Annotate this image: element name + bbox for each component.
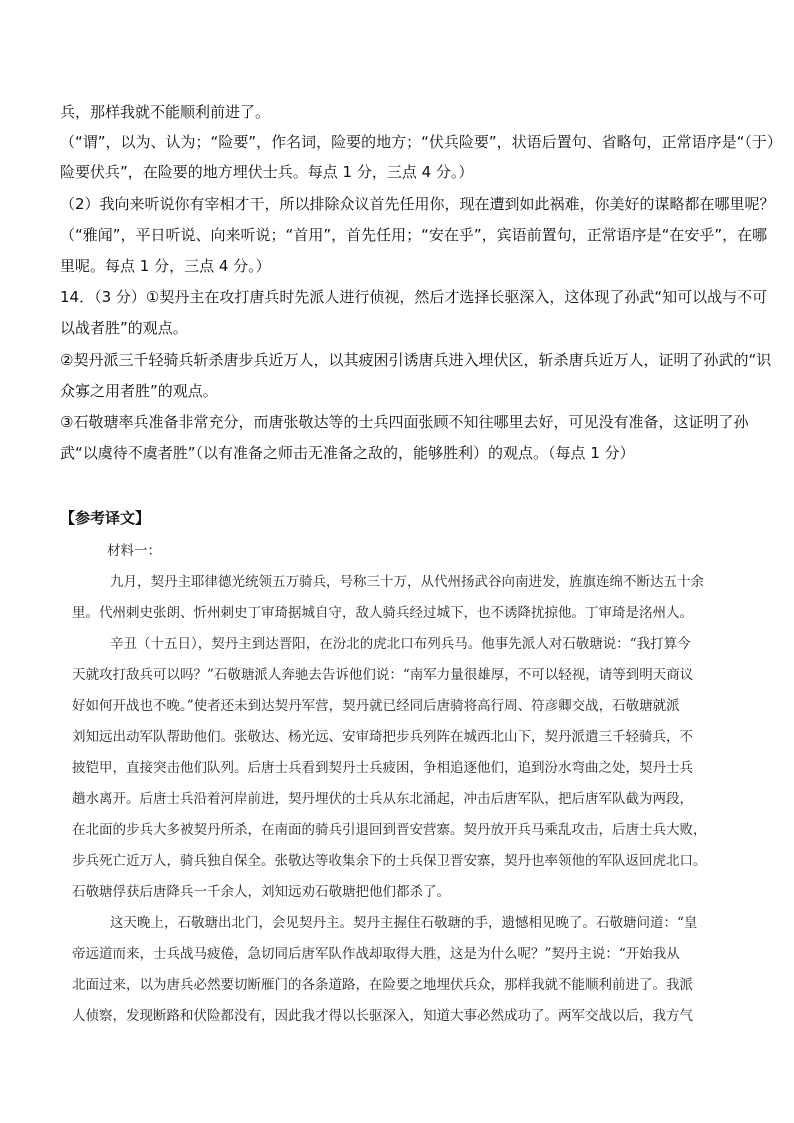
translation-line: 天就攻打敌兵可以吗？”石敬瑭派人奔驰去告诉他们说：“南军力量很雄厚，不可以轻视，请等到明天商议 bbox=[72, 667, 694, 683]
answer-line: 里呢。每点 1 分，三点 4 分。） bbox=[60, 257, 271, 275]
answer-line: 武“以虞待不虞者胜”（以有准备之师击无准备之敌的，能够胜利）的观点。（每点 1 分） bbox=[60, 444, 635, 462]
answer-line: 兵，那样我就不能顺利前进了。 bbox=[60, 103, 271, 121]
translation-line: 趟水离开。后唐士兵沿着河岸前进，契丹埋伏的士兵从东北涌起，冲击后唐军队，把后唐军队截为两段， bbox=[72, 791, 693, 807]
translation-line: 材料一： bbox=[107, 543, 161, 559]
translation-line: 在北面的步兵大多被契丹所杀，在南面的骑兵引退回到晋安营寨。契丹放开兵马乘乱攻击，后唐士兵大败， bbox=[72, 822, 707, 838]
translation-line: 这天晚上，石敬瑭出北门，会见契丹主。契丹主握住石敬瑭的手，遗憾相见晚了。石敬瑭问道：“皇 bbox=[110, 915, 698, 931]
translation-line: 人侦察，发现断路和伏险都没有，因此我才得以长驱深入，知道大事必然成功了。两军交战以后，我方气 bbox=[72, 1008, 693, 1024]
answer-line: （2）我向来听说你有宰相才干，所以排除众议首先任用你，现在遭到如此祸难，你美好的谋略都在哪里呢？ bbox=[60, 195, 775, 213]
translation-line: 刘知远出动军队帮助他们。张敬达、杨光远、安审琦把步兵列阵在城西北山下，契丹派遣三千轻骑兵，不 bbox=[72, 729, 693, 745]
answer-line: ③石敬瑭率兵准备非常充分，而唐张敬达等的士兵四面张顾不知往哪里去好，可见没有准备，这证明了孙 bbox=[60, 413, 749, 431]
translation-line: 里。代州刺史张朗、忻州刺史丁审琦据城自守，敌人骑兵经过城下，也不诱降扰掠他。丁审琦是洺州人。 bbox=[72, 605, 693, 621]
translation-line: 石敬瑭俘获后唐降兵一千余人，刘知远劝石敬瑭把他们都杀了。 bbox=[72, 884, 450, 900]
translation-line: 辛丑（十五日），契丹主到达晋阳，在汾北的虎北口布列兵马。他事先派人对石敬瑭说：“我打算今 bbox=[110, 636, 691, 652]
translation-line: 步兵死亡近万人，骑兵独自保全。张敬达等收集余下的士兵保卫晋安寨，契丹也率领他的军队返回虎北口。 bbox=[72, 853, 707, 869]
answer-line: 以战者胜”的观点。 bbox=[60, 319, 188, 337]
translation-line: 好如何开战也不晚。”使者还未到达契丹军营，契丹就已经同后唐骑将高行周、符彦卿交战，石敬瑭就派 bbox=[72, 698, 680, 714]
answer-line: （“谓”，以为、认为；“险要”，作名词，险要的地方；“伏兵险要”，状语后置句、省略句，正常语序是“（于） bbox=[60, 133, 782, 151]
translation-line: 披铠甲，直接突击他们队列。后唐士兵看到契丹士兵疲困，争相追逐他们，追到汾水弯曲之处，契丹士兵 bbox=[72, 760, 693, 776]
translation-line: 帝远道而来，士兵战马疲倦，急切同后唐军队作战却取得大胜，这是为什么呢？”契丹主说：“开始我从 bbox=[72, 946, 680, 962]
translation-line: 九月，契丹主耶律德光统领五万骑兵，号称三十万，从代州扬武谷向南进发，旌旗连绵不断达五十余 bbox=[110, 574, 704, 590]
reference-translation-heading: 【参考译文】 bbox=[60, 509, 151, 527]
answer-line: 14．（3 分）①契丹主在攻打唐兵时先派人进行侦视，然后才选择长驱深入，这体现了孙武“知可以战与不可 bbox=[60, 288, 768, 306]
answer-line: 众寡之用者胜”的观点。 bbox=[60, 382, 218, 400]
answer-line: 险要伏兵”，在险要的地方埋伏士兵。每点 1 分，三点 4 分。） bbox=[60, 163, 474, 181]
answer-line: （“雅闻”，平日听说、向来听说；“首用”，首先任用；“安在乎”，宾语前置句，正常语序是“在安乎”，在哪 bbox=[60, 226, 768, 244]
answer-line: ②契丹派三千轻骑兵斩杀唐步兵近万人，以其疲困引诱唐兵进入埋伏区，斩杀唐兵近万人，证明了孙武的“识 bbox=[60, 351, 772, 369]
translation-line: 北面过来，以为唐兵必然要切断雁门的各条道路，在险要之地埋伏兵众，那样我就不能顺利前进了。我派 bbox=[72, 977, 693, 993]
